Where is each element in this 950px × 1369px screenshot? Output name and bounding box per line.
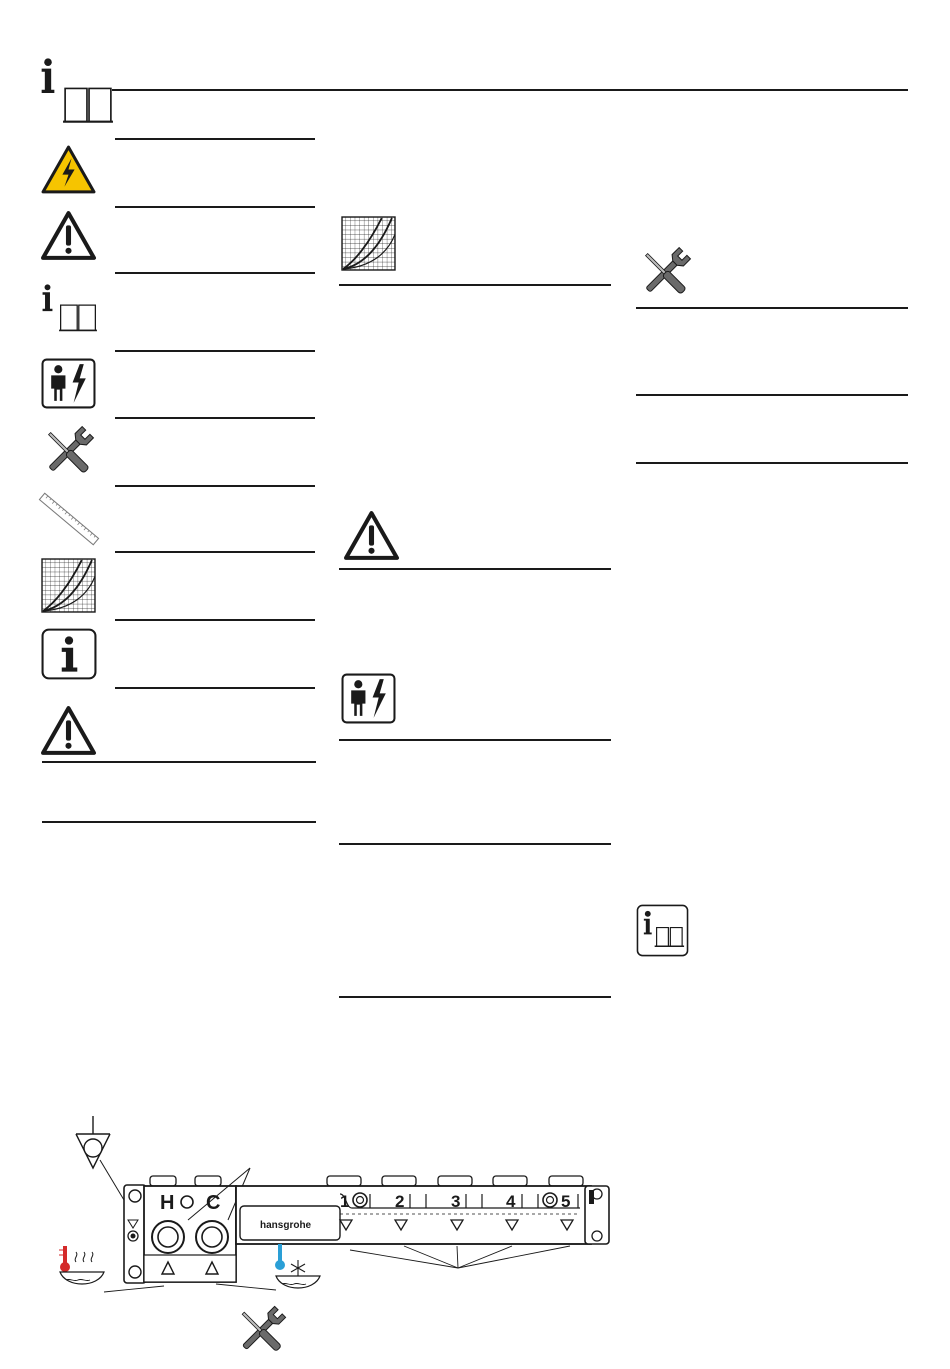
section-rule bbox=[339, 284, 611, 286]
info-i-icon bbox=[41, 284, 54, 312]
drain-symbol bbox=[76, 1116, 130, 1210]
electrician-icon bbox=[41, 358, 96, 409]
header-info-icon bbox=[40, 58, 56, 94]
information-icon bbox=[41, 628, 97, 680]
header-book-icon bbox=[62, 84, 114, 124]
legend-divider bbox=[115, 619, 315, 621]
info-book-icon bbox=[58, 302, 98, 332]
high-voltage-warning-icon bbox=[40, 144, 97, 195]
legend-divider bbox=[115, 485, 315, 487]
section-rule bbox=[339, 568, 611, 570]
legend-divider bbox=[115, 272, 315, 274]
brand-label: hansgrohe bbox=[260, 1220, 312, 1231]
tools-icon bbox=[635, 243, 695, 303]
outlet-label-4: 4 bbox=[506, 1192, 516, 1211]
outlet-label-5: 5 bbox=[561, 1192, 571, 1211]
section-rule bbox=[339, 843, 611, 845]
section-rule bbox=[42, 821, 316, 823]
legend-divider bbox=[115, 350, 315, 352]
tools-icon bbox=[38, 422, 98, 482]
legend-divider bbox=[115, 417, 315, 419]
outlet-label-1: 1 bbox=[340, 1192, 350, 1211]
section-rule bbox=[636, 462, 908, 464]
section-rule bbox=[339, 996, 611, 998]
tools-icon bbox=[239, 1306, 285, 1352]
outlet-label-2: 2 bbox=[395, 1192, 405, 1211]
header-rule bbox=[112, 89, 908, 91]
legend-divider bbox=[115, 551, 315, 553]
caution-warning-icon bbox=[343, 510, 400, 561]
section-rule bbox=[42, 761, 316, 763]
section-rule bbox=[636, 394, 908, 396]
caution-warning-icon bbox=[40, 210, 97, 261]
cold-inlet-label: C bbox=[206, 1192, 221, 1214]
section-rule bbox=[339, 739, 611, 741]
section-rule bbox=[636, 307, 908, 309]
legend-divider bbox=[115, 138, 315, 140]
caution-warning-icon bbox=[40, 705, 97, 756]
flow-diagram-icon bbox=[41, 558, 96, 613]
legend-divider bbox=[115, 206, 315, 208]
legend-divider bbox=[115, 687, 315, 689]
outlet-label-3: 3 bbox=[451, 1192, 461, 1211]
manifold-diagram bbox=[40, 1110, 620, 1362]
electrician-icon bbox=[341, 673, 396, 724]
measuring-ruler-icon bbox=[38, 488, 100, 550]
flow-diagram-icon bbox=[341, 216, 396, 271]
hot-inlet-label: H bbox=[160, 1192, 175, 1214]
info-book-icon bbox=[636, 904, 689, 957]
